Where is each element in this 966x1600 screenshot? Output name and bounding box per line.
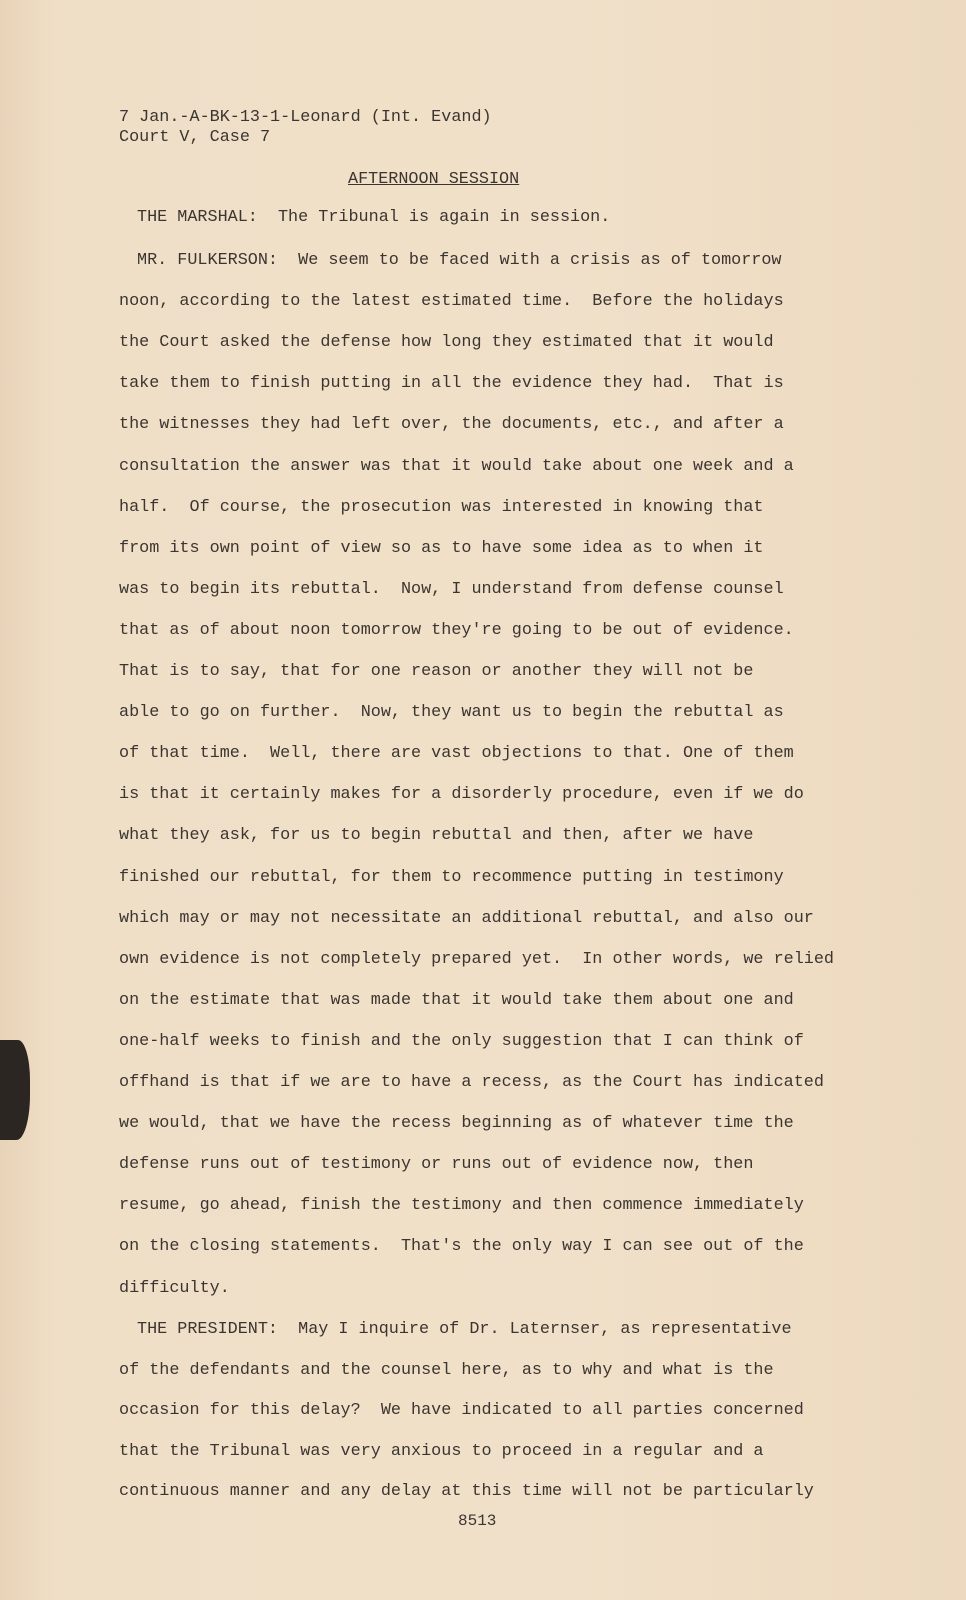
header-line-2: Court V, Case 7: [119, 128, 271, 147]
fulkerson-line: we would, that we have the recess beginning as of whatever time the: [119, 1114, 794, 1134]
fulkerson-line: from its own point of view so as to have some idea as to when it: [119, 538, 764, 558]
fulkerson-line: resume, go ahead, finish the testimony and then commence immediately: [119, 1196, 804, 1216]
page-number: 8513: [458, 1512, 497, 1530]
fulkerson-line: half. Of course, the prosecution was interested in knowing that: [119, 497, 764, 517]
fulkerson-line: finished our rebuttal, for them to recommence putting in testimony: [119, 867, 784, 887]
president-line: THE PRESIDENT: May I inquire of Dr. Laternser, as representative: [137, 1320, 792, 1339]
fulkerson-line: noon, according to the latest estimated time. Before the holidays: [119, 292, 784, 312]
fulkerson-line: That is to say, that for one reason or another they will not be: [119, 662, 754, 681]
fulkerson-line: what they ask, for us to begin rebuttal and then, after we have: [119, 826, 754, 846]
president-line: continuous manner and any delay at this time will not be particularly: [119, 1482, 814, 1501]
session-title: AFTERNOON SESSION: [348, 170, 520, 189]
president-line: that the Tribunal was very anxious to proceed in a regular and a: [119, 1441, 764, 1461]
fulkerson-line: take them to finish putting in all the evidence they had. That is: [119, 374, 784, 394]
fulkerson-line: was to begin its rebuttal. Now, I understand from defense counsel: [119, 579, 784, 599]
fulkerson-line: difficulty.: [119, 1278, 230, 1298]
fulkerson-line: the Court asked the defense how long they estimated that it would: [119, 333, 774, 353]
fulkerson-line: able to go on further. Now, they want us to begin the rebuttal as: [119, 703, 784, 723]
fulkerson-line: which may or may not necessitate an additional rebuttal, and also our: [119, 908, 814, 928]
header-line-1: 7 Jan.-A-BK-13-1-Leonard (Int. Evand): [119, 108, 492, 127]
torn-edge: [0, 1040, 30, 1140]
marshal-statement: THE MARSHAL: The Tribunal is again in session.: [137, 208, 611, 227]
fulkerson-line: one-half weeks to finish and the only suggestion that I can think of: [119, 1031, 804, 1051]
fulkerson-line: defense runs out of testimony or runs out of evidence now, then: [119, 1155, 754, 1175]
fulkerson-line: the witnesses they had left over, the documents, etc., and after a: [119, 415, 784, 435]
fulkerson-line: on the closing statements. That's the only way I can see out of the: [119, 1237, 804, 1257]
fulkerson-line: is that it certainly makes for a disorderly procedure, even if we do: [119, 785, 804, 805]
fulkerson-line: consultation the answer was that it would take about one week and a: [119, 456, 794, 476]
fulkerson-line: that as of about noon tomorrow they're going to be out of evidence.: [119, 620, 794, 640]
fulkerson-line: on the estimate that was made that it would take them about one and: [119, 990, 794, 1010]
fulkerson-line: MR. FULKERSON: We seem to be faced with a crisis as of tomorrow: [137, 251, 782, 270]
president-line: occasion for this delay? We have indicated to all parties concerned: [119, 1401, 804, 1420]
fulkerson-line: own evidence is not completely prepared yet. In other words, we relied: [119, 949, 834, 969]
president-line: of the defendants and the counsel here, as to why and what is the: [119, 1360, 774, 1380]
fulkerson-line: of that time. Well, there are vast objections to that. One of them: [119, 744, 794, 764]
fulkerson-line: offhand is that if we are to have a recess, as the Court has indicated: [119, 1073, 824, 1092]
